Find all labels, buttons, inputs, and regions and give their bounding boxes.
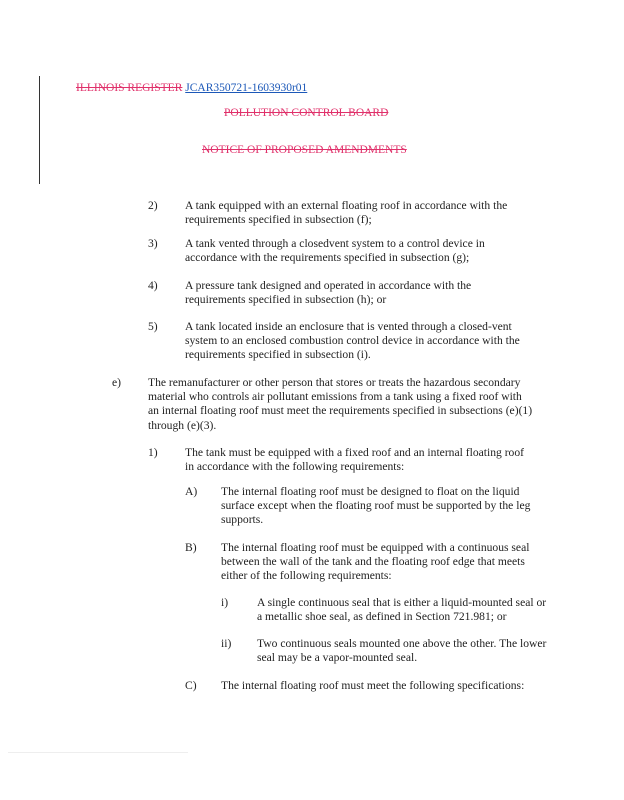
item-number: 3) (148, 237, 158, 250)
paragraph-letter: C) (185, 679, 197, 692)
subsection-number: 1) (148, 446, 158, 459)
revision-bar (39, 76, 40, 184)
subparagraph-text: A single continuous seal that is either a liquid-mounted seal or a metallic shoe seal, as defined in Section 721.981; or (257, 596, 547, 624)
register-inserted-text: JCAR350721-1603930r01 (185, 82, 308, 94)
notice-title: NOTICE OF PROPOSED AMENDMENTS (202, 144, 407, 156)
item-text: A pressure tank designed and operated in accordance with the requirements specified in subsection (h); or (185, 279, 472, 307)
paragraph-letter: B) (185, 541, 197, 554)
register-deleted-text: ILLINOIS REGISTER (76, 82, 183, 94)
section-text: The remanufacturer or other person that stores or treats the hazardous secondary material who controls air pollutant emissions from a tank using a fixed roof with an internal floating roof must meet the requirements specified in subsections (e)(1) through (e)(3). (148, 376, 533, 432)
register-header (76, 82, 307, 94)
subparagraph-number: i) (221, 596, 229, 609)
subsection-text: The tank must be equipped with a fixed roof and an internal floating roof in accordance with the following requirements: (185, 446, 525, 474)
paragraph-text: The internal floating roof must be equipped with a continuous seal between the wall of the tank and the floating roof edge that meets either of the following requirements: (221, 541, 530, 583)
item-text: A tank equipped with an external floating roof in accordance with the requirements specified in subsection (f); (185, 199, 508, 227)
paragraph-text: The internal floating roof must be designed to float on the liquid surface except when the floating roof must be supported by the leg supports. (221, 485, 531, 527)
subparagraph-number: ii) (221, 637, 232, 650)
board-title: POLLUTION CONTROL BOARD (224, 107, 389, 119)
paragraph-text: The internal floating roof must meet the following specifications: (221, 679, 525, 692)
footer-divider (8, 752, 188, 753)
item-text: A tank vented through a closedvent system to a control device in accordance with the requirements specified in subsection (g); (185, 237, 485, 265)
item-number: 5) (148, 320, 158, 333)
item-text: A tank located inside an enclosure that is vented through a closed-vent system to an enclosed combustion control device in accordance with the requirements specified in subsection (i). (185, 320, 520, 362)
section-number: e) (112, 376, 122, 389)
paragraph-letter: A) (185, 485, 198, 498)
item-number: 4) (148, 279, 158, 292)
item-number: 2) (148, 199, 158, 212)
subparagraph-text: Two continuous seals mounted one above the other. The lower seal may be a vapor-mounted seal. (257, 637, 547, 665)
